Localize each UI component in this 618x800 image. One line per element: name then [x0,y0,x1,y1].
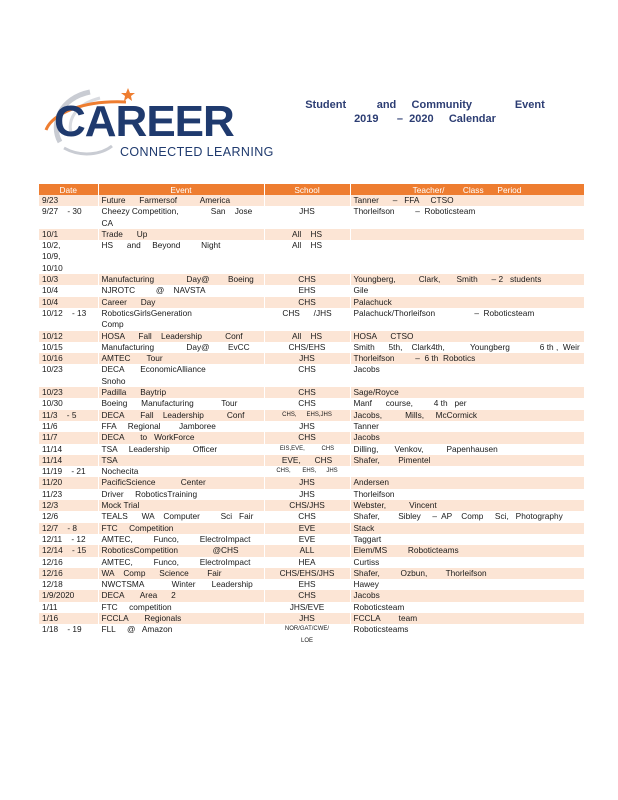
cell-event: TSA [98,455,264,466]
cell-event: DECA to WorkForce [98,432,264,443]
column-header-event: Event [98,184,264,195]
table-row [39,602,584,613]
cell-school: CHS /JHS [264,308,350,331]
cell-date: 10/23 [39,364,98,387]
cell-date: 1/18 - 19 [39,624,98,647]
cell-teacher: Sage/Royce [350,387,584,398]
cell-teacher: Youngberg, Clark, Smith – 2 students [350,274,584,285]
cell-date: 1/11 [39,602,98,613]
cell-event: Mock Trial [98,500,264,511]
cell-event: Padilla Baytrip [98,387,264,398]
cell-teacher: Thorleifson [350,489,584,500]
cell-event: Trade Up [98,229,264,240]
table-row [39,624,584,647]
cell-teacher [350,466,584,477]
event-calendar-table [39,184,585,647]
cell-school: CHS [264,590,350,601]
cell-event: FTC competition [98,602,264,613]
cell-event: FFA Regional Jamboree [98,421,264,432]
cell-teacher: Thorleifson – 6 th Robotics [350,353,584,364]
cell-teacher: Jacobs, Mills, McCormick [350,410,584,421]
cell-school: All HS [264,331,350,342]
table-row [39,274,584,285]
logo-word: CAREER [54,97,234,146]
table-row [39,579,584,590]
cell-event: HOSA Fall Leadership Conf [98,331,264,342]
table-row [39,308,584,331]
cell-school: EVE [264,523,350,534]
cell-school: CHS [264,387,350,398]
cell-school: ALL [264,545,350,556]
cell-event: WA Comp Science Fair [98,568,264,579]
cell-date: 12/11 - 12 [39,534,98,545]
cell-teacher: Roboticsteams [350,624,584,647]
cell-teacher: Tanner – FFA CTSO [350,195,584,206]
cell-date: 1/9/2020 [39,590,98,601]
cell-school: NOR/GAT/CWE/ LOE [264,624,350,647]
cell-date: 12/6 [39,511,98,522]
table-row [39,500,584,511]
career-connected-learning-logo [42,84,274,164]
table-row [39,331,584,342]
cell-event: FLL @ Amazon [98,624,264,647]
cell-date: 10/3 [39,274,98,285]
cell-teacher: Gile [350,285,584,296]
cell-event: FTC Competition [98,523,264,534]
cell-school: JHS/EVE [264,602,350,613]
table-row [39,455,584,466]
cell-event: DECA Area 2 [98,590,264,601]
page-title [300,98,550,126]
title-line-2: 2019 – 2020 Calendar [354,113,496,125]
cell-teacher: Webster, Vincent [350,500,584,511]
cell-date: 12/16 [39,568,98,579]
table-row [39,240,584,274]
cell-teacher [350,240,584,274]
cell-school: JHS [264,353,350,364]
cell-date: 12/16 [39,557,98,568]
cell-school: All HS [264,229,350,240]
table-row [39,342,584,353]
cell-teacher: Curtiss [350,557,584,568]
cell-teacher: Andersen [350,477,584,488]
cell-school: CHS, EHS,JHS [264,410,350,421]
cell-date: 10/12 - 13 [39,308,98,331]
cell-school: JHS [264,477,350,488]
cell-event: RoboticsCompetition @CHS [98,545,264,556]
cell-event: Future Farmersof America [98,195,264,206]
cell-teacher: Shafer, Sibley – AP Comp Sci, Photography [350,511,584,522]
table-row [39,297,584,308]
cell-school: CHS/JHS [264,500,350,511]
cell-event: DECA Fall Leadership Conf [98,410,264,421]
cell-event: FCCLA Regionals [98,613,264,624]
cell-school: EIS,EVE, CHS [264,444,350,455]
cell-event: RoboticsGirlsGeneration Comp [98,308,264,331]
cell-teacher: Smith 5th, Clark4th, Youngberg 6 th , Weir [350,342,584,353]
cell-school: JHS [264,206,350,229]
cell-date: 10/12 [39,331,98,342]
cell-event: PacificScience Center [98,477,264,488]
cell-date: 10/2, 10/9, 10/10 [39,240,98,274]
cell-school: HEA [264,557,350,568]
cell-school: CHS [264,398,350,409]
cell-teacher [350,229,584,240]
table-row [39,444,584,455]
cell-school: CHS/EHS [264,342,350,353]
cell-event: DECA EconomicAlliance Snoho [98,364,264,387]
cell-teacher: Jacobs [350,364,584,387]
cell-date: 11/19 - 21 [39,466,98,477]
cell-date: 10/23 [39,387,98,398]
logo-graphic [42,84,274,164]
cell-school: CHS, EHS, JHS [264,466,350,477]
cell-date: 11/3 - 5 [39,410,98,421]
cell-event: HS and Beyond Night [98,240,264,274]
cell-date: 10/16 [39,353,98,364]
cell-event: AMTEC Tour [98,353,264,364]
cell-school: CHS [264,297,350,308]
table-row [39,195,584,206]
column-header-date: Date [39,184,98,195]
cell-teacher: Tanner [350,421,584,432]
table-row [39,466,584,477]
table-row [39,534,584,545]
cell-date: 10/15 [39,342,98,353]
cell-event: NJROTC @ NAVSTA [98,285,264,296]
cell-date: 12/3 [39,500,98,511]
table-row [39,590,584,601]
table-row [39,511,584,522]
column-header-teacher: Teacher/ Class Period [350,184,584,195]
cell-teacher: Shafer, Pimentel [350,455,584,466]
cell-school: JHS [264,489,350,500]
table-row [39,545,584,556]
cell-date: 9/23 [39,195,98,206]
cell-event: TEALS WA Computer Sci Fair [98,511,264,522]
table-row [39,229,584,240]
table-row [39,353,584,364]
cell-date: 11/6 [39,421,98,432]
cell-date: 10/4 [39,285,98,296]
table-row [39,387,584,398]
table-row [39,398,584,409]
table-header-row [39,184,584,195]
logo-swoosh-bottom [64,146,112,154]
table-row [39,477,584,488]
cell-teacher: FCCLA team [350,613,584,624]
logo-subtitle: CONNECTED LEARNING [120,145,274,159]
cell-event: TSA Leadership Officer [98,444,264,455]
table-row [39,206,584,229]
cell-date: 10/1 [39,229,98,240]
column-header-school: School [264,184,350,195]
cell-teacher: Hawey [350,579,584,590]
cell-school: EHS [264,285,350,296]
table-row [39,523,584,534]
cell-school: JHS [264,613,350,624]
cell-event: NWCTSMA Winter Leadership [98,579,264,590]
cell-teacher: Manf course, 4 th per [350,398,584,409]
table-row [39,432,584,443]
cell-school: EVE, CHS [264,455,350,466]
cell-school: CHS [264,364,350,387]
cell-teacher: Thorleifson – Roboticsteam [350,206,584,229]
cell-teacher: Palachuck [350,297,584,308]
cell-date: 10/30 [39,398,98,409]
table-row [39,557,584,568]
cell-date: 11/7 [39,432,98,443]
table-row [39,410,584,421]
cell-school: CHS [264,432,350,443]
cell-date: 11/23 [39,489,98,500]
cell-date: 12/18 [39,579,98,590]
cell-event: AMTEC, Funco, ElectroImpact [98,534,264,545]
cell-date: 11/14 [39,455,98,466]
cell-event: Driver RoboticsTraining [98,489,264,500]
cell-teacher: Jacobs [350,590,584,601]
table-row [39,613,584,624]
cell-teacher: Roboticsteam [350,602,584,613]
title-line-1: Student and Community Event [305,99,545,111]
cell-event: Manufacturing Day@ Boeing [98,274,264,285]
cell-teacher: Stack [350,523,584,534]
table-row [39,421,584,432]
cell-event: AMTEC, Funco, ElectroImpact [98,557,264,568]
cell-event: Nochecita [98,466,264,477]
cell-school: All HS [264,240,350,274]
table-row [39,568,584,579]
cell-teacher: HOSA CTSO [350,331,584,342]
cell-school: EVE [264,534,350,545]
table-row [39,285,584,296]
cell-school: CHS [264,274,350,285]
cell-date: 11/20 [39,477,98,488]
cell-school: CHS/EHS/JHS [264,568,350,579]
cell-event: Boeing Manufacturing Tour [98,398,264,409]
cell-date: 11/14 [39,444,98,455]
cell-teacher: Taggart [350,534,584,545]
cell-teacher: Elem/MS Roboticteams [350,545,584,556]
cell-date: 12/14 - 15 [39,545,98,556]
table-row [39,364,584,387]
cell-school [264,195,350,206]
table-row [39,489,584,500]
cell-school: JHS [264,421,350,432]
cell-date: 9/27 - 30 [39,206,98,229]
cell-school: EHS [264,579,350,590]
cell-teacher: Dilling, Venkov, Papenhausen [350,444,584,455]
cell-event: Manufacturing Day@ EvCC [98,342,264,353]
cell-teacher: Palachuck/Thorleifson – Roboticsteam [350,308,584,331]
cell-date: 12/7 - 8 [39,523,98,534]
cell-date: 10/4 [39,297,98,308]
cell-date: 1/16 [39,613,98,624]
cell-event: Cheezy Competition, San Jose CA [98,206,264,229]
cell-school: CHS [264,511,350,522]
cell-teacher: Jacobs [350,432,584,443]
cell-teacher: Shafer, Ozbun, Thorleifson [350,568,584,579]
cell-event: Career Day [98,297,264,308]
